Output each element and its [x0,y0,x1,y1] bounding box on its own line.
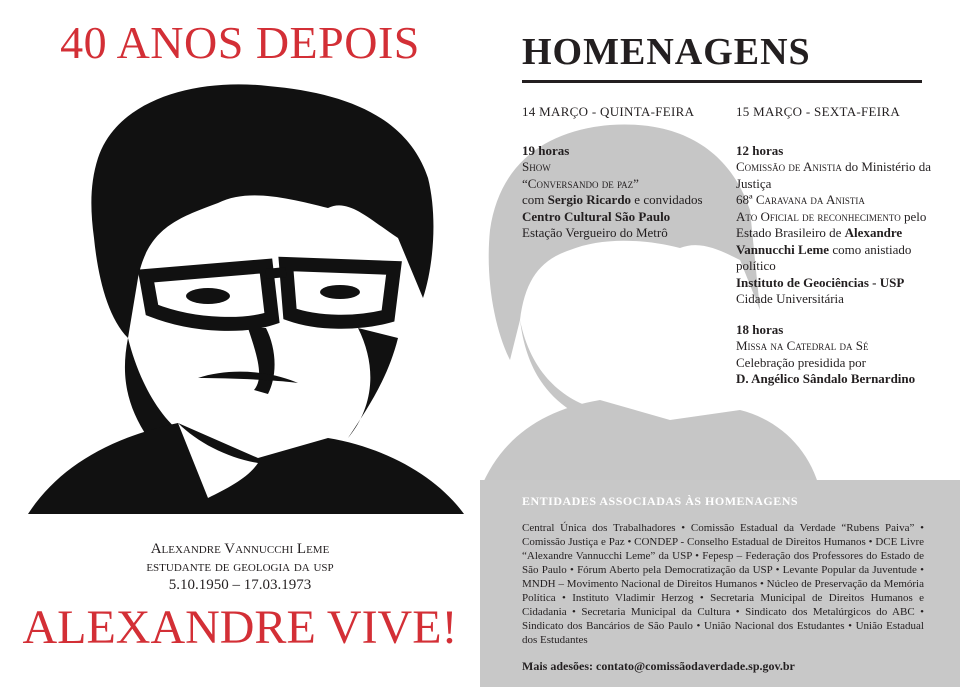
day2-time1: 12 horas [736,142,784,158]
day2-mass: Missa na Catedral da Sé [736,338,869,353]
title-top: 40 ANOS DEPOIS [60,17,420,68]
caption-role: estudante de geologia da usp [146,559,334,575]
day2-time2: 18 horas [736,321,784,337]
day2-line3: Ato Oficial de reconhecimento pelo Estado Brasileiro de Alexandre Vannucchi Leme como anistiado político [736,208,927,273]
day2-venue: Instituto de Geociências - USP [736,274,905,290]
day2-line2: 68ª Caravana da Anistia [736,192,865,207]
header-rule [522,80,922,83]
title-bottom: ALEXANDRE VIVE! [22,601,458,654]
entities-list: Central Única dos Trabalhadores • Comissão Estadual da Verdade “Rubens Paiva” • Comissão Justiça e Paz • CONDEP - Conselho Estadual de Direitos Humanos • DCE Livre “Alexandre Vannucchi Leme” da USP • Fepesp – Federação dos Professores do Estado de São Paulo • Fórum Aberto pela Democratização da USP • Levante Popular da Juventude • MNDH – Movimento Nacional de Direitos Humanos • Núcleo de Preservação da Memória Política • Instituto Vladimir Herzog • Secretaria Municipal de Direitos Humanos e Cidadania • Secretaria Municipal da Cultura • Sindicato dos Metalúrgicos do ABC • Sindicato dos Bancários de São Paulo • União Nacional dos Estudantes • União Estadual dos Estudantes [522,522,924,646]
day2-column [736,104,936,388]
day2-celebration: Celebração presidida por [736,354,866,370]
poster-right [480,0,960,687]
day1-with: com Sergio Ricardo e convidados [522,192,703,207]
day1-place: Estação Vergueiro do Metrô [522,225,668,240]
portrait-caption [0,540,480,594]
page-header: HOMENAGENS [522,31,811,73]
day1-date: 14 MARÇO - QUINTA-FEIRA [522,104,695,119]
caption-dates: 5.10.1950 – 17.03.1973 [168,577,312,593]
day2-place: Cidade Universitária [736,291,844,306]
entities-section [522,494,924,674]
portrait-illustration [28,78,464,518]
day1-kind: Show [522,159,551,174]
day1-column [522,104,722,242]
day1-venue: Centro Cultural São Paulo [522,208,671,224]
day2-line1: Comissão de Anistia do Ministério da Justiça [736,159,932,191]
contact-line: Mais adesões: contato@comissãodaverdade.sp.gov.br [522,659,795,673]
day1-time: 19 horas [522,142,570,158]
caption-name: Alexandre Vannucchi Leme [150,541,330,557]
entities-title: ENTIDADES ASSOCIADAS ÀS HOMENAGENS [522,494,799,508]
day1-show-name: “Conversando de paz” [522,175,639,191]
day2-celebrant: D. Angélico Sândalo Bernardino [736,371,916,386]
day2-date: 15 MARÇO - SEXTA-FEIRA [736,104,901,119]
